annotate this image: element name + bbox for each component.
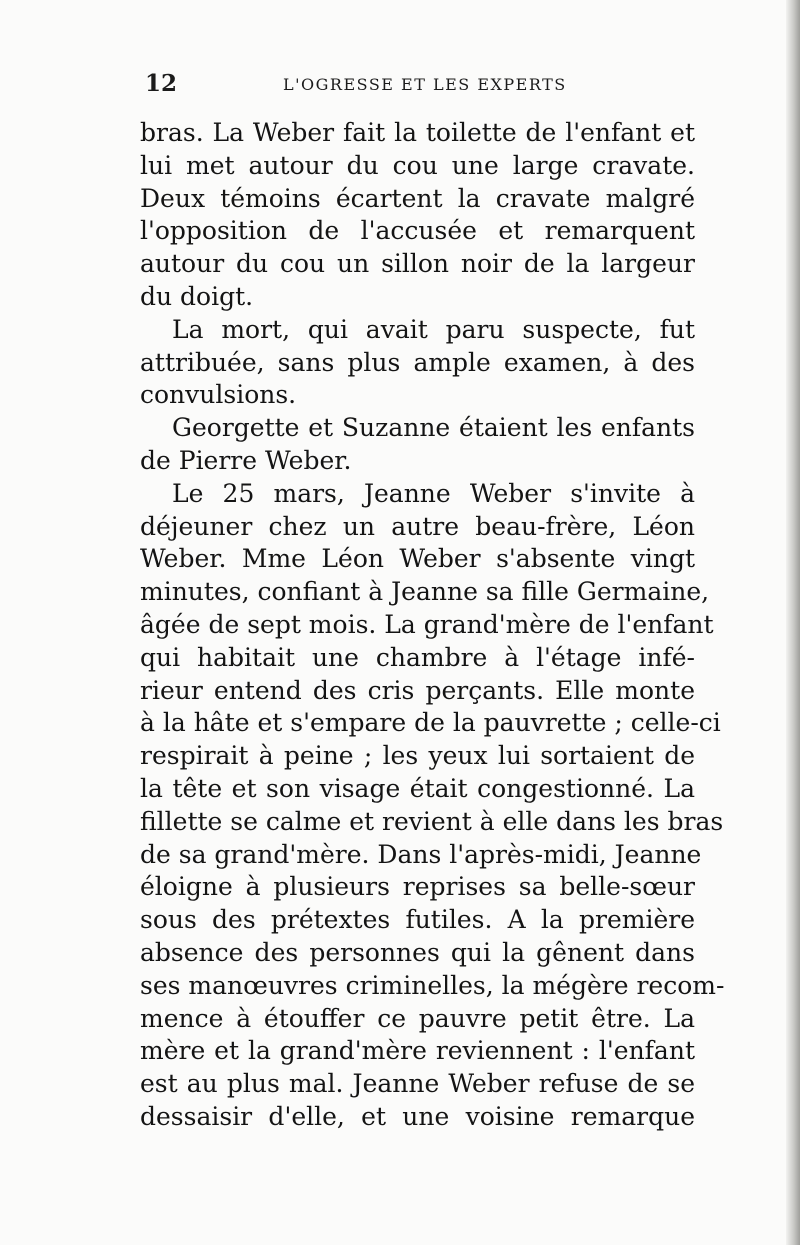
body-text [140, 117, 725, 1134]
running-title: L'OGRESSE ET LES EXPERTS [283, 75, 567, 94]
text-line: à la hâte et s'empare de la pauvrette ; celle-ci [140, 708, 721, 738]
text-line: déjeuner chez un autre beau-frère, Léon [140, 511, 695, 541]
text-line: éloigne à plusieurs reprises sa belle-sœur [140, 872, 695, 902]
text-line: lui met autour du cou une large cravate. [140, 150, 695, 180]
paragraph-start-line: La mort, qui avait paru suspecte, fut [172, 314, 695, 344]
text-line: du doigt. [140, 281, 254, 311]
text-line: bras. La Weber fait la toilette de l'enfant et [140, 118, 695, 147]
page-header [140, 70, 700, 100]
text-line: est au plus mal. Jeanne Weber refuse de se [140, 1069, 695, 1099]
text-line: qui habitait une chambre à l'étage infé- [140, 642, 695, 672]
text-line: autour du cou un sillon noir de la largeur [140, 249, 695, 279]
text-line: convulsions. [140, 380, 297, 410]
text-line: rieur entend des cris perçants. Elle monte [140, 675, 695, 705]
page-number: 12 [145, 70, 178, 97]
text-line: respirait à peine ; les yeux lui sortaient de [140, 741, 695, 771]
text-line: mence à étouffer ce pauvre petit être. La [140, 1003, 695, 1033]
text-line: minutes, confiant à Jeanne sa fille Germaine, [140, 577, 710, 607]
paragraph-start-line: Le 25 mars, Jeanne Weber s'invite à [172, 478, 695, 508]
paragraph-start-line: Georgette et Suzanne étaient les enfants [172, 413, 695, 443]
text-line: âgée de sept mois. La grand'mère de l'enfant [140, 609, 714, 639]
text-line: sous des prétextes futiles. A la première [140, 905, 695, 935]
text-line: l'opposition de l'accusée et remarquent [140, 216, 695, 246]
text-line: la tête et son visage était congestionné. La [140, 773, 695, 803]
text-line: dessaisir d'elle, et une voisine remarque [140, 1101, 695, 1131]
text-line: ses manœuvres criminelles, la mégère recom- [140, 970, 725, 1000]
text-line: fillette se calme et revient à elle dans les bras [140, 806, 724, 836]
text-line: absence des personnes qui la gênent dans [140, 937, 695, 967]
text-line: de Pierre Weber. [140, 445, 352, 475]
text-line: de sa grand'mère. Dans l'après-midi, Jeanne [140, 839, 702, 869]
text-line: Weber. Mme Léon Weber s'absente vingt [140, 544, 695, 574]
text-line: mère et la grand'mère reviennent : l'enfant [140, 1036, 695, 1066]
page-edge-shadow [786, 0, 800, 1245]
text-line: attribuée, sans plus ample examen, à des [140, 347, 695, 377]
text-line: Deux témoins écartent la cravate malgré [140, 183, 695, 213]
